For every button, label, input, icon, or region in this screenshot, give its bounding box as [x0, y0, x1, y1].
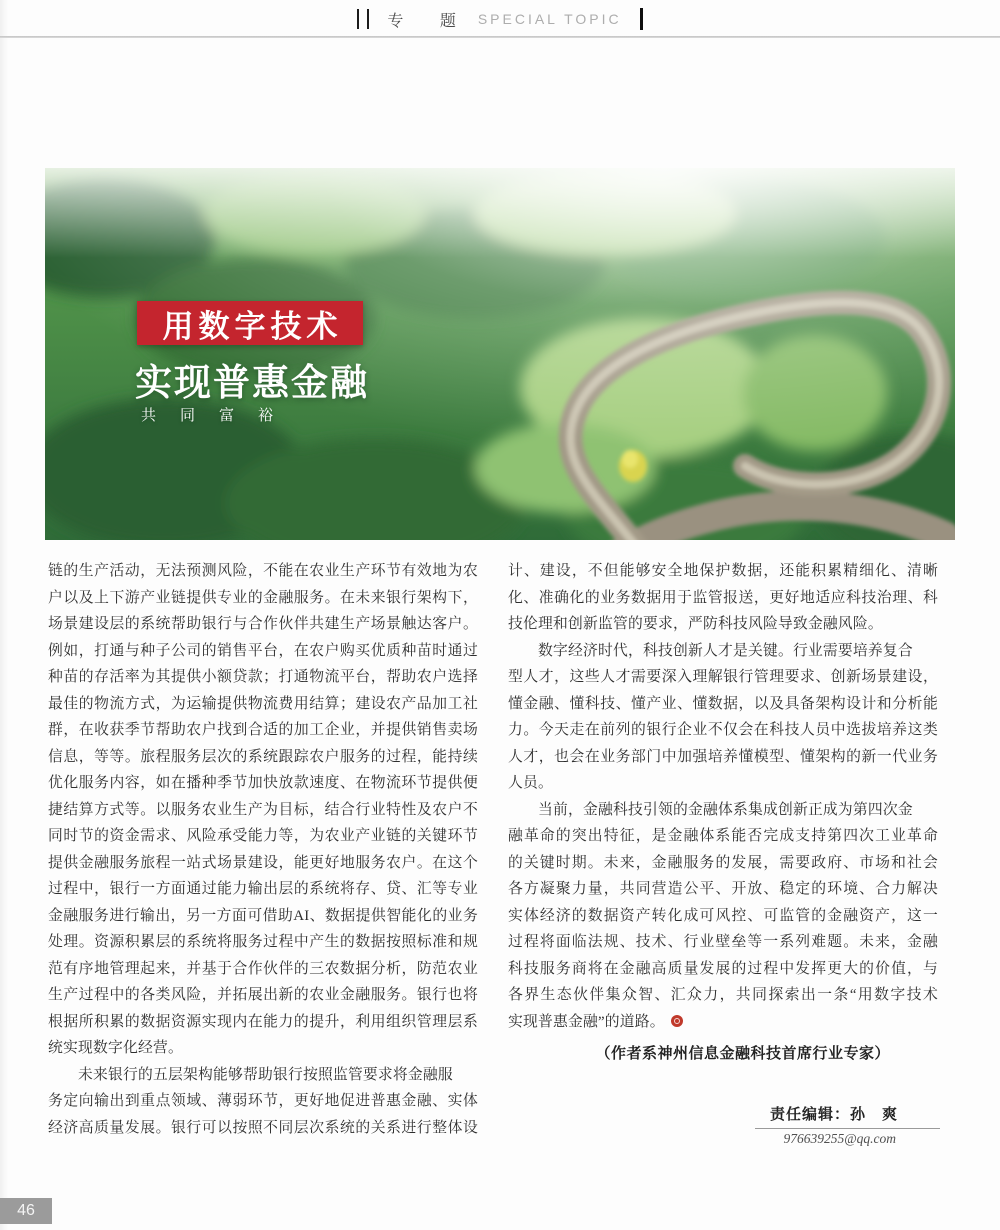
hero-subtitle: 实现普惠金融 [135, 362, 369, 403]
text-line: 种苗的存活率为其提供小额贷款；打通物流平台，帮助农户选择 [48, 669, 478, 685]
text-line: 过程中，银行一方面通过能力输出层的系统将存、贷、汇等专业 [48, 881, 478, 897]
text-line: 生产过程中的各类风险，并拓展出新的农业金融服务。银行也将 [48, 987, 478, 1003]
text-line: 最佳的物流方式，为运输提供物流费用结算；建设农产品加工社 [48, 695, 478, 712]
text-line: 型人才，这些人才需要深入理解银行管理要求、创新场景建设， [508, 669, 938, 685]
text-line: 计、建设，不但能够安全地保护数据，还能积累精细化、清晰 [508, 563, 938, 579]
text-line: 根据所积累的数据资源实现内在能力的提升，利用组织管理层系 [48, 1013, 478, 1030]
article-column-left [48, 558, 478, 1141]
section-title-cn: 专 题 [387, 12, 472, 30]
text-line: 捷结算方式等。以服务农业生产为目标，结合行业特性及农户不 [48, 801, 478, 818]
page-number: 46 [0, 1198, 52, 1224]
editor-email: 976639255@qq.com [783, 1131, 896, 1146]
text-line: 例如，打通与种子公司的销售平台，在农户购买优质种苗时通过 [48, 642, 478, 659]
text-line: 务定向输出到重点领域、薄弱环节，更好地促进普惠金融、实体 [48, 1093, 478, 1109]
text-line: 技伦理和创新监管的要求，严防科技风险导致金融风险。 [508, 616, 883, 632]
header-rule [0, 36, 1000, 38]
editor-rule [755, 1128, 940, 1129]
text-line: 户以及上下游产业链提供专业的金融服务。在未来银行架构下， [48, 589, 478, 606]
text-line: 的关键时期。未来，金融服务的发展，需要政府、市场和社会 [508, 854, 938, 871]
text-line: 过程将面临法规、技术、行业壁垒等一系列难题。未来，金融 [508, 934, 938, 950]
hero-tagline: 共同富裕 [141, 407, 298, 424]
text-line: 人员。 [508, 775, 553, 791]
text-line: 力。今天走在前列的银行企业不仅会在科技人员中选拔培养这类 [508, 722, 938, 738]
text-line: 提供金融服务旅程一站式场景建设，能更好地服务农户。在这个 [48, 854, 478, 871]
editor-block [755, 1103, 940, 1147]
text-line: 处理。资源积累层的系统将服务过程中产生的数据按照标准和规 [48, 934, 478, 950]
text-line: 当前，金融科技引领的金融体系集成创新正成为第四次金 [508, 801, 913, 818]
text-line: 懂金融、懂科技、懂产业、懂数据，以及具备架构设计和分析能 [508, 695, 938, 712]
text-line: 信息，等等。旅程服务层次的系统跟踪农户服务的过程，能持续 [48, 748, 478, 765]
text-line: 科技服务商将在金融高质量发展的过程中发挥更大的价值，与 [508, 960, 938, 977]
hero-banner: 用数字技术 [137, 301, 363, 345]
section-title-en: SPECIAL TOPIC [477, 11, 622, 27]
double-bar-icon [357, 9, 369, 29]
text-line: 范有序地管理起来，并基于合作伙伴的三农数据分析，防范农业 [48, 960, 478, 977]
text-line: 各界生态伙伴集众智、汇众力，共同探索出一条“用数字技术 [508, 987, 938, 1003]
article-column-right [508, 558, 938, 1063]
text-line [508, 1009, 938, 1036]
article-right-lines [508, 558, 938, 1009]
text-line: 优化服务内容，如在播种季节加快放款速度、在物流环节提供便 [48, 775, 478, 791]
text-line: 同时节的资金需求、风险承受能力等，为农业产业链的关键环节 [48, 828, 478, 844]
text-line: 经济高质量发展。银行可以按照不同层次系统的关系进行整体设 [48, 1119, 478, 1136]
hero-image [45, 168, 955, 540]
text-line: 未来银行的五层架构能够帮助银行按照监管要求将金融服 [48, 1066, 453, 1083]
editor-label: 责任编辑：孙 爽 [769, 1107, 898, 1123]
last-line-text: 实现普惠金融”的道路。 [508, 1013, 665, 1030]
text-line: 人才，也会在业务部门中加强培养懂模型、懂架构的新一代业务 [508, 748, 938, 765]
author-attribution: （作者系神州信息金融科技首席行业专家） [595, 1046, 890, 1062]
text-line: 化、准确化的业务数据用于监管报送，更好地适应科技治理、科 [508, 589, 938, 606]
text-line: 数字经济时代，科技创新人才是关键。行业需要培养复合 [508, 642, 913, 659]
text-line: 场景建设层的系统帮助银行与合作伙伴共建生产场景触达客户。 [48, 616, 478, 632]
text-line: 链的生产活动，无法预测风险，不能在农业生产环节有效地为农 [48, 563, 478, 579]
text-line: 各方凝聚力量，共同营造公平、开放、稳定的环境、合力解决 [508, 881, 938, 897]
page-header [0, 4, 1000, 34]
text-line: 融革命的突出特征，是金融体系能否完成支持第四次工业革命 [508, 828, 938, 844]
vertical-bar-icon [640, 8, 643, 30]
text-line: 群，在收获季节帮助农户找到合适的加工企业，并提供销售卖场 [48, 722, 478, 738]
text-line: 实体经济的数据资产转化成可风控、可监管的金融资产，这一 [508, 907, 938, 924]
text-line: 金融服务进行输出，另一方面可借助AI、数据提供智能化的业务 [48, 907, 478, 924]
text-line: 统实现数字化经营。 [48, 1040, 183, 1056]
end-mark-icon [671, 1015, 683, 1027]
